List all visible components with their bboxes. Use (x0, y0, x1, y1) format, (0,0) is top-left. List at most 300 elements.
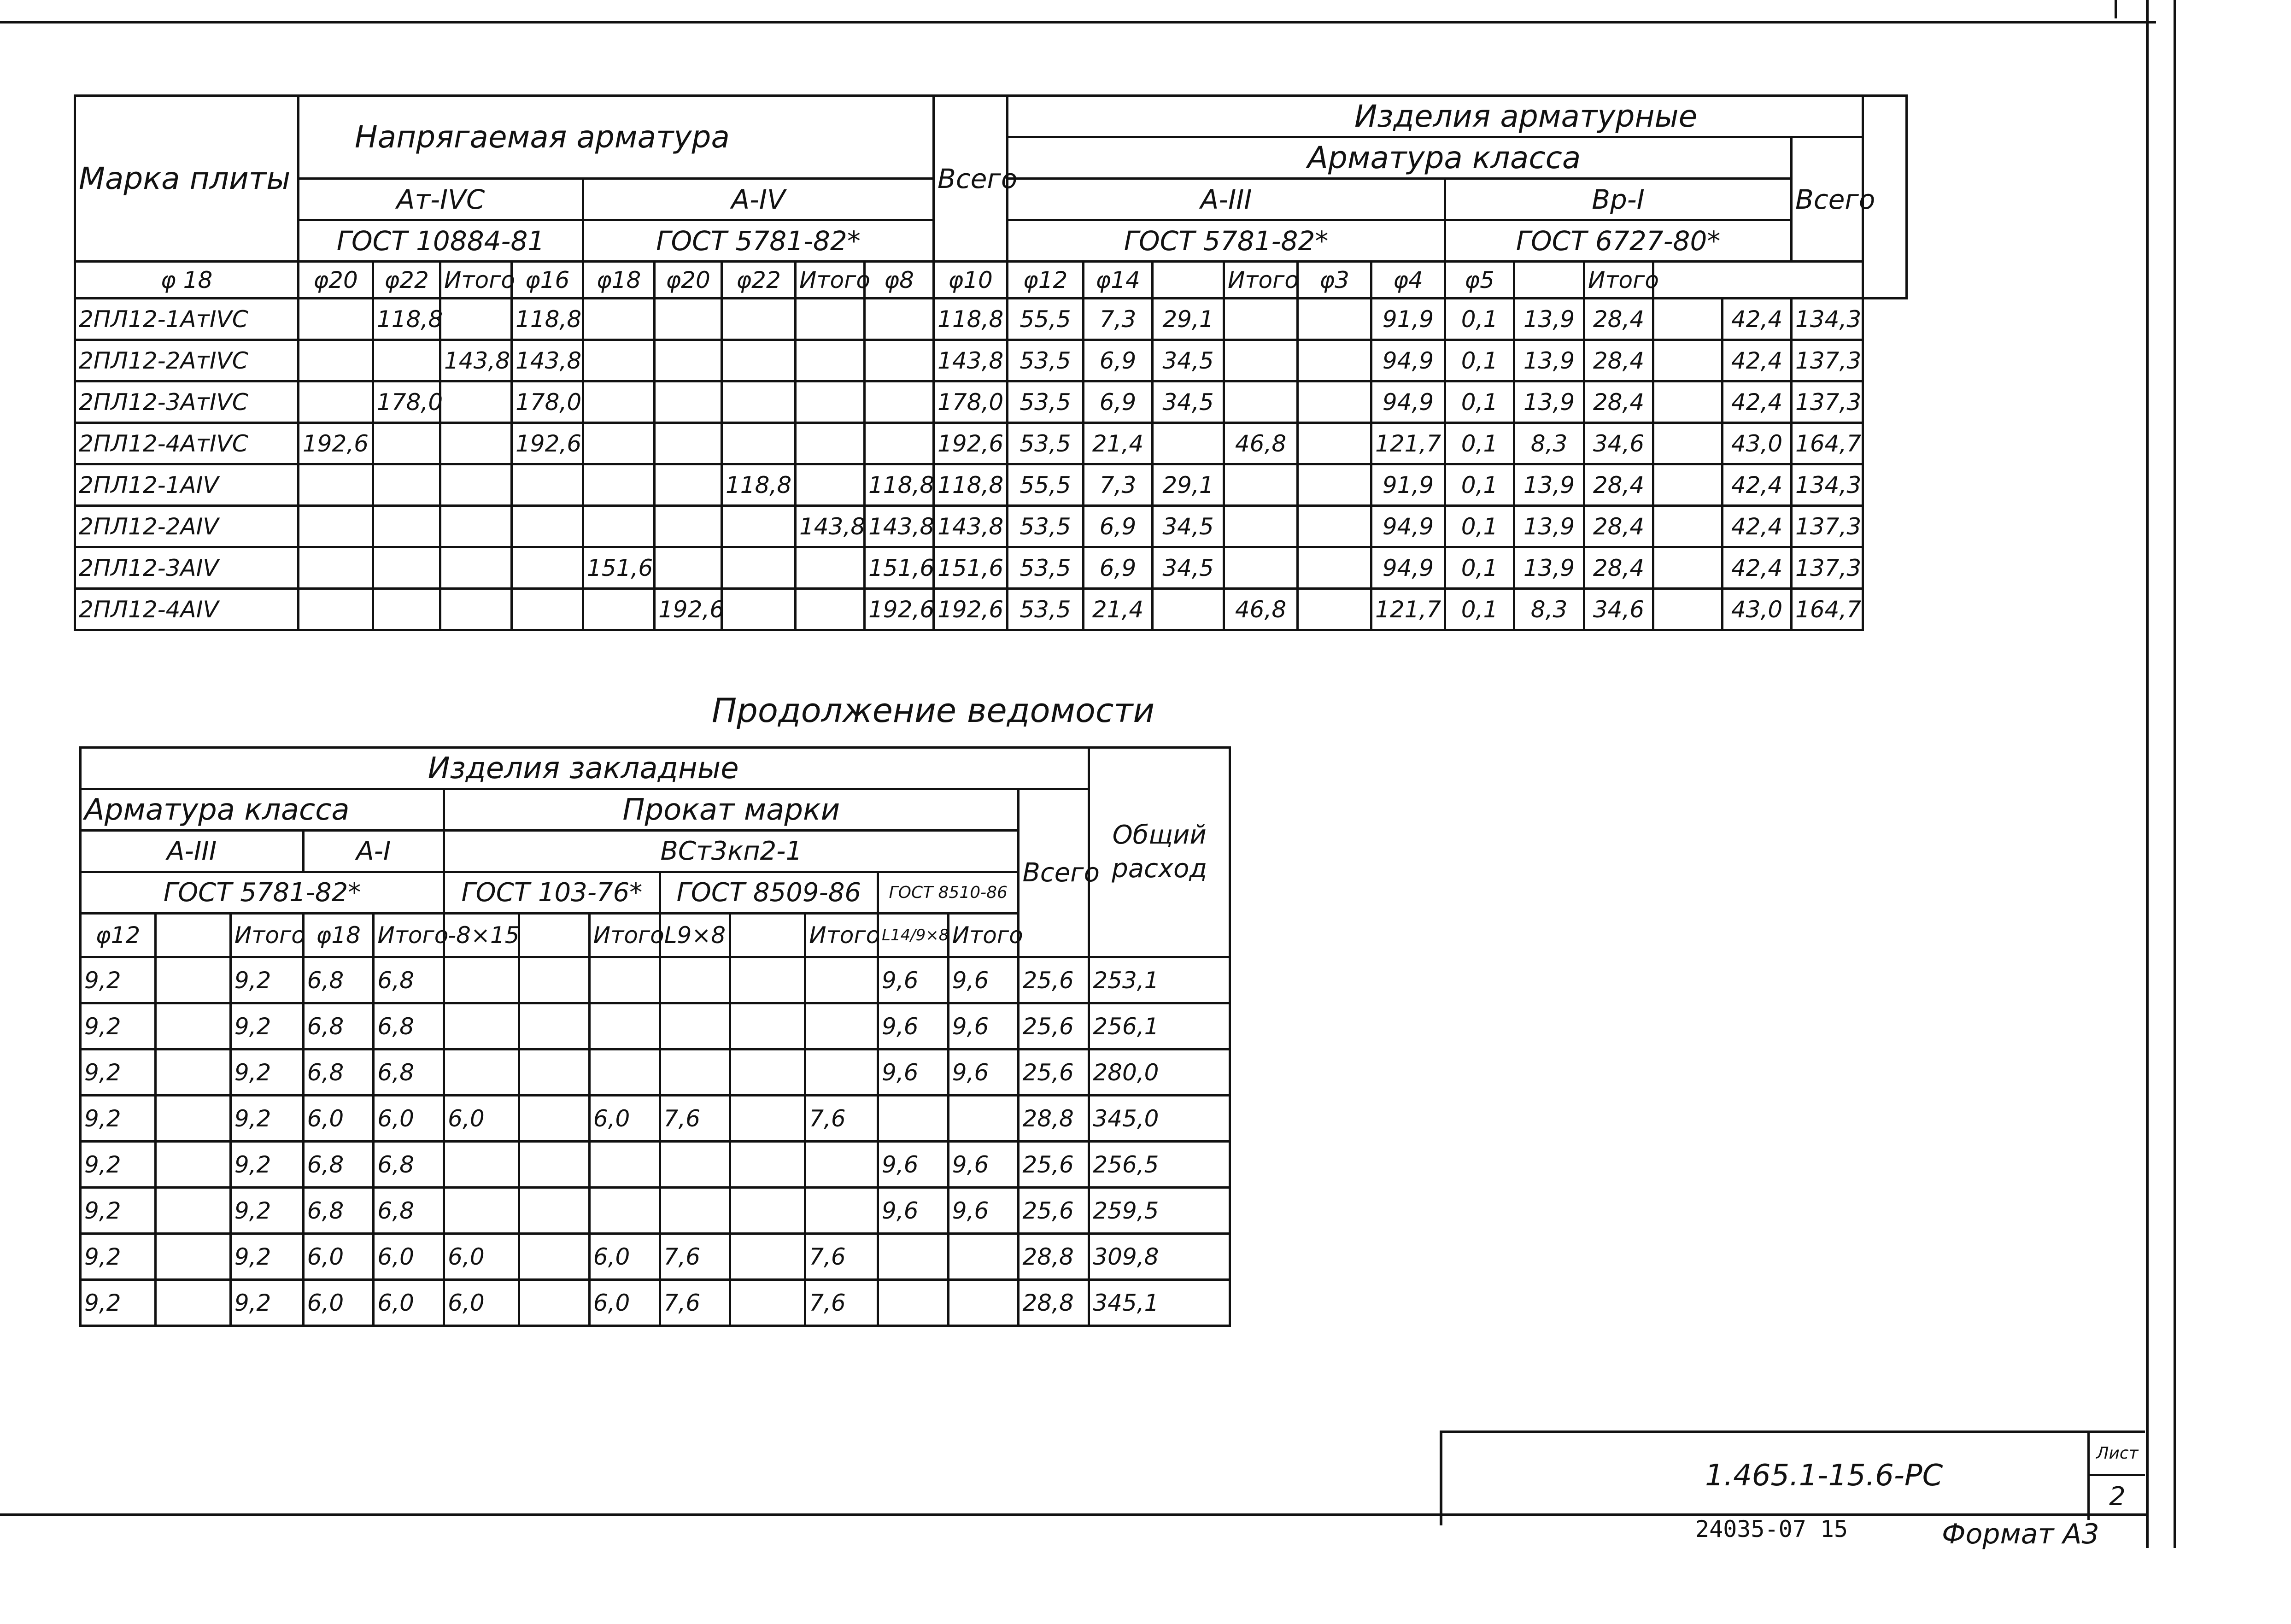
table-cell: 13,9 (1514, 340, 1584, 381)
table-cell: 134,3 (1792, 299, 1863, 340)
column-header: -8×15 (444, 914, 519, 957)
table-cell (1298, 381, 1371, 423)
gost-8510-header: ГОСТ 8510-86 (878, 872, 1019, 914)
table-row (75, 381, 1907, 423)
table-cell: 0,1 (1445, 299, 1514, 340)
reinforcement-table (74, 94, 1908, 631)
column-header: φ16 (512, 262, 583, 299)
a4-class-header: A-IV (583, 179, 934, 220)
table-cell: 178,0 (373, 381, 440, 423)
table-cell: 6,8 (374, 1188, 444, 1234)
table-cell: 42,4 (1723, 299, 1792, 340)
table-cell (878, 1234, 949, 1280)
table-row (81, 1280, 1230, 1326)
vst-header: ВСт3кп2-1 (444, 831, 1019, 872)
table-cell (512, 589, 583, 630)
table-cell: 7,6 (660, 1234, 730, 1280)
table-cell (155, 1049, 230, 1096)
table-cell: 143,8 (440, 340, 512, 381)
table-cell: 7,6 (805, 1096, 878, 1142)
table-cell (583, 423, 655, 464)
table-cell (583, 506, 655, 547)
column-header: Итого (589, 914, 660, 957)
table-cell: 28,4 (1584, 547, 1653, 589)
column-header: φ4 (1371, 262, 1445, 299)
table-cell: 143,8 (934, 506, 1008, 547)
table-cell (519, 1142, 590, 1188)
table-cell (299, 381, 373, 423)
table-cell (722, 423, 796, 464)
table-cell (722, 381, 796, 423)
column-header (730, 914, 805, 957)
sheet-number: 2 (2087, 1474, 2145, 1520)
table-cell: 9,6 (878, 1049, 949, 1096)
table-cell (583, 589, 655, 630)
table-cell (589, 1049, 660, 1096)
table-cell: 55,5 (1008, 299, 1084, 340)
column-header: Итого (948, 914, 1019, 957)
table-cell: 259,5 (1089, 1188, 1230, 1234)
table-cell: 6,8 (303, 1049, 374, 1096)
table-cell: 9,2 (81, 1096, 156, 1142)
column-header: φ18 (583, 262, 655, 299)
izdelia-header: Изделия арматурные (1008, 96, 1863, 137)
table-cell (1224, 340, 1298, 381)
table-cell: 6,8 (303, 957, 374, 1003)
table-cell: 13,9 (1514, 464, 1584, 506)
table-cell: 6,0 (374, 1234, 444, 1280)
table-cell (730, 1280, 805, 1326)
table-cell (299, 547, 373, 589)
table-cell: 28,4 (1584, 340, 1653, 381)
frame-right-outer-line (2174, 0, 2176, 1548)
table-cell: 9,2 (230, 1096, 303, 1142)
table-cell (1298, 423, 1371, 464)
table-cell: 25,6 (1019, 1188, 1089, 1234)
table-cell (865, 423, 934, 464)
table-cell: 118,8 (512, 299, 583, 340)
table-cell (444, 1142, 519, 1188)
table-cell (730, 1142, 805, 1188)
column-header: L14/9×8 (878, 914, 949, 957)
column-header: Итого (796, 262, 865, 299)
continuation-title: Продолжение ведомости (712, 691, 1155, 730)
marka-header: Марка плиты (75, 96, 299, 262)
table-cell: 6,0 (589, 1096, 660, 1142)
table-cell: 0,1 (1445, 589, 1514, 630)
table-cell: 34,6 (1584, 589, 1653, 630)
table-cell (444, 1049, 519, 1096)
table-cell (805, 1003, 878, 1049)
column-header (519, 914, 590, 957)
table-cell: 9,6 (948, 1188, 1019, 1234)
table-cell (155, 1096, 230, 1142)
table-cell (155, 1234, 230, 1280)
table-cell: 46,8 (1224, 589, 1298, 630)
a3-class-header: A-III (1008, 179, 1445, 220)
table-row (75, 299, 1907, 340)
table-cell (373, 464, 440, 506)
table-cell (512, 464, 583, 506)
table-cell: 178,0 (934, 381, 1008, 423)
table-cell: 9,6 (878, 1142, 949, 1188)
table-cell (373, 589, 440, 630)
table-row (81, 1234, 1230, 1280)
table-cell (299, 340, 373, 381)
table-cell: 43,0 (1723, 589, 1792, 630)
column-header (155, 914, 230, 957)
table-row (75, 464, 1907, 506)
table-cell (1653, 589, 1723, 630)
table-cell (440, 423, 512, 464)
table-cell (440, 299, 512, 340)
column-header: Итого (805, 914, 878, 957)
table-cell (865, 299, 934, 340)
table-cell: 7,6 (660, 1280, 730, 1326)
table-cell: 253,1 (1089, 957, 1230, 1003)
table-cell: 6,8 (374, 1049, 444, 1096)
table-cell: 9,2 (81, 1188, 156, 1234)
table-cell: 137,3 (1792, 381, 1863, 423)
table-cell: 28,8 (1019, 1096, 1089, 1142)
table-row (81, 1003, 1230, 1049)
table-cell: 9,2 (81, 1280, 156, 1326)
title-block (1440, 1431, 2145, 1525)
table-cell (373, 423, 440, 464)
table-row (81, 1142, 1230, 1188)
table-cell (1224, 506, 1298, 547)
table-cell: 118,8 (934, 464, 1008, 506)
table-cell (444, 957, 519, 1003)
gost-bp1-header: ГОСТ 6727-80* (1445, 220, 1792, 262)
table-cell: 6,0 (444, 1234, 519, 1280)
table-cell (1653, 423, 1723, 464)
table-cell: 143,8 (934, 340, 1008, 381)
table-cell: 53,5 (1008, 589, 1084, 630)
column-header: φ3 (1298, 262, 1371, 299)
table-cell (1653, 547, 1723, 589)
table-cell (512, 506, 583, 547)
table-cell (155, 1003, 230, 1049)
table-cell (1224, 547, 1298, 589)
table-cell (589, 1003, 660, 1049)
table-cell: 164,7 (1792, 589, 1863, 630)
table-cell (730, 1188, 805, 1234)
table-cell: 13,9 (1514, 299, 1584, 340)
table-cell (440, 464, 512, 506)
table-cell (730, 1049, 805, 1096)
plate-mark: 2ПЛ12-1AIV (75, 464, 299, 506)
table-cell (1653, 299, 1723, 340)
table-cell (373, 340, 440, 381)
table-cell (299, 299, 373, 340)
table-cell: 25,6 (1019, 1049, 1089, 1096)
table-cell (1653, 506, 1723, 547)
column-header: φ10 (934, 262, 1008, 299)
table-cell (155, 1280, 230, 1326)
table-cell: 9,6 (878, 1003, 949, 1049)
table-cell: 9,6 (878, 957, 949, 1003)
column-header (1153, 262, 1224, 299)
table-cell (1298, 464, 1371, 506)
column-header: φ22 (373, 262, 440, 299)
table-cell: 9,2 (81, 1003, 156, 1049)
table-cell: 151,6 (934, 547, 1008, 589)
table-cell: 7,3 (1084, 464, 1153, 506)
embedded-items-table (79, 746, 1231, 1327)
armatura-klassa-header: Арматура класса (1008, 137, 1792, 179)
table-cell: 94,9 (1371, 547, 1445, 589)
table-cell (1298, 340, 1371, 381)
table-cell: 8,3 (1514, 589, 1584, 630)
table-cell: 121,7 (1371, 589, 1445, 630)
gost-at-header: ГОСТ 10884-81 (299, 220, 583, 262)
table-cell (299, 589, 373, 630)
table-cell: 53,5 (1008, 506, 1084, 547)
table-cell (519, 1003, 590, 1049)
table-cell (589, 957, 660, 1003)
table-cell: 9,2 (230, 957, 303, 1003)
table-cell (948, 1234, 1019, 1280)
table-cell (519, 957, 590, 1003)
table-cell: 192,6 (865, 589, 934, 630)
table-cell (655, 464, 722, 506)
table-cell: 164,7 (1792, 423, 1863, 464)
table-cell (660, 1142, 730, 1188)
gost-103-header: ГОСТ 103-76* (444, 872, 660, 914)
table-cell: 9,2 (230, 1142, 303, 1188)
table-row (81, 1096, 1230, 1142)
table-cell: 134,3 (1792, 464, 1863, 506)
archive-number: 24035-07 15 (1695, 1516, 1848, 1542)
table-cell: 28,4 (1584, 299, 1653, 340)
column-header: φ22 (722, 262, 796, 299)
table-cell (805, 1049, 878, 1096)
table-row (75, 547, 1907, 589)
table-cell: 53,5 (1008, 381, 1084, 423)
table-cell: 345,1 (1089, 1280, 1230, 1326)
table-cell: 151,6 (583, 547, 655, 589)
table-cell (1224, 464, 1298, 506)
column-header: Итого (440, 262, 512, 299)
table-cell: 6,0 (589, 1234, 660, 1280)
column-header: Итого (1224, 262, 1298, 299)
table-cell: 9,6 (878, 1188, 949, 1234)
table-cell: 6,0 (444, 1280, 519, 1326)
table-cell: 192,6 (299, 423, 373, 464)
table-cell (1653, 464, 1723, 506)
table-cell: 118,8 (373, 299, 440, 340)
plate-mark: 2ПЛ12-1AтIVC (75, 299, 299, 340)
table-cell (440, 589, 512, 630)
column-headers-row (75, 262, 1907, 299)
plate-mark: 2ПЛ12-3AтIVC (75, 381, 299, 423)
table-cell: 6,9 (1084, 506, 1153, 547)
table-cell: 280,0 (1089, 1049, 1230, 1096)
table-cell: 34,5 (1153, 506, 1224, 547)
table-cell (722, 589, 796, 630)
table-cell: 7,6 (805, 1280, 878, 1326)
table-cell (805, 957, 878, 1003)
table-cell (155, 1188, 230, 1234)
table-cell (730, 1003, 805, 1049)
column-header: L9×8 (660, 914, 730, 957)
table-cell: 6,8 (374, 1142, 444, 1188)
table-cell (444, 1188, 519, 1234)
table-cell: 6,8 (374, 957, 444, 1003)
table-cell (655, 423, 722, 464)
table-cell (796, 381, 865, 423)
table-cell (583, 340, 655, 381)
table-cell (805, 1142, 878, 1188)
table-cell (155, 1142, 230, 1188)
table-cell: 143,8 (796, 506, 865, 547)
table-cell (805, 1188, 878, 1234)
table-cell: 6,0 (374, 1280, 444, 1326)
frame-top-line (0, 21, 2156, 23)
plate-mark: 2ПЛ12-3AIV (75, 547, 299, 589)
a3-2-header: A-III (81, 831, 304, 872)
table-cell: 118,8 (865, 464, 934, 506)
table-cell: 25,6 (1019, 957, 1089, 1003)
table-cell: 9,2 (81, 1049, 156, 1096)
table-cell: 7,3 (1084, 299, 1153, 340)
table-cell: 9,2 (81, 957, 156, 1003)
table-cell: 9,6 (948, 1049, 1019, 1096)
table-cell (589, 1142, 660, 1188)
table-cell (519, 1049, 590, 1096)
table-cell (1153, 589, 1224, 630)
table-cell: 9,6 (948, 1003, 1019, 1049)
table-cell (660, 957, 730, 1003)
table-cell: 6,0 (303, 1280, 374, 1326)
column-header: φ8 (865, 262, 934, 299)
table-cell (519, 1096, 590, 1142)
vsego3-header: Всего (1019, 789, 1089, 957)
column-header: Итого (374, 914, 444, 957)
table-cell: 94,9 (1371, 381, 1445, 423)
column-header: φ5 (1445, 262, 1514, 299)
plate-mark: 2ПЛ12-4AIV (75, 589, 299, 630)
table-cell (660, 1049, 730, 1096)
table-cell: 118,8 (722, 464, 796, 506)
column-header: φ 18 (75, 262, 299, 299)
table-cell: 6,0 (444, 1096, 519, 1142)
plate-mark: 2ПЛ12-2AIV (75, 506, 299, 547)
column-header: φ20 (655, 262, 722, 299)
table-cell: 91,9 (1371, 464, 1445, 506)
table-cell: 28,4 (1584, 464, 1653, 506)
table-cell: 143,8 (865, 506, 934, 547)
table-cell: 29,1 (1153, 299, 1224, 340)
table-cell: 345,0 (1089, 1096, 1230, 1142)
table-cell: 6,8 (303, 1003, 374, 1049)
table-cell (583, 464, 655, 506)
table-cell (1653, 340, 1723, 381)
table-cell (1224, 299, 1298, 340)
gost-8509-header: ГОСТ 8509-86 (660, 872, 878, 914)
table-cell: 28,8 (1019, 1234, 1089, 1280)
table-cell (878, 1280, 949, 1326)
table-cell: 192,6 (655, 589, 722, 630)
table-cell: 0,1 (1445, 506, 1514, 547)
table-cell: 0,1 (1445, 423, 1514, 464)
format-label: Формат A3 (1942, 1518, 2099, 1550)
table-cell: 118,8 (934, 299, 1008, 340)
table-cell: 137,3 (1792, 340, 1863, 381)
table-row (75, 340, 1907, 381)
izdelia-zakl-header: Изделия закладные (81, 748, 1089, 789)
table-cell: 9,2 (81, 1142, 156, 1188)
table-cell: 137,3 (1792, 506, 1863, 547)
vsego-header: Всего (934, 96, 1008, 262)
table-cell (1153, 423, 1224, 464)
table-cell: 256,1 (1089, 1003, 1230, 1049)
table-cell: 42,4 (1723, 381, 1792, 423)
table-row (75, 589, 1907, 630)
a1-header: A-I (303, 831, 444, 872)
table-cell: 13,9 (1514, 506, 1584, 547)
table-cell (796, 299, 865, 340)
table-cell: 28,4 (1584, 506, 1653, 547)
table-cell: 9,2 (230, 1188, 303, 1234)
gost-a3-header: ГОСТ 5781-82* (1008, 220, 1445, 262)
table-cell (583, 381, 655, 423)
table-cell: 0,1 (1445, 340, 1514, 381)
table-cell (1298, 299, 1371, 340)
armatura-klassa2-header: Арматура класса (81, 789, 444, 831)
table-cell: 8,3 (1514, 423, 1584, 464)
table-cell (1298, 589, 1371, 630)
table-cell: 9,2 (230, 1280, 303, 1326)
table-cell: 25,6 (1019, 1142, 1089, 1188)
bp1-class-header: Вр-I (1445, 179, 1792, 220)
table-cell (660, 1003, 730, 1049)
table-cell: 6,0 (374, 1096, 444, 1142)
table-cell (722, 340, 796, 381)
table-cell: 46,8 (1224, 423, 1298, 464)
table-cell (730, 1096, 805, 1142)
table-cell (1653, 381, 1723, 423)
table-cell: 192,6 (934, 589, 1008, 630)
table-cell (796, 589, 865, 630)
table-cell (655, 299, 722, 340)
column-header (1514, 262, 1584, 299)
column-header: φ18 (303, 914, 374, 957)
table-cell: 6,0 (303, 1096, 374, 1142)
table-cell: 6,9 (1084, 547, 1153, 589)
table-cell (1224, 381, 1298, 423)
table-cell (519, 1234, 590, 1280)
table-cell: 42,4 (1723, 464, 1792, 506)
table-cell (878, 1096, 949, 1142)
table-cell: 34,6 (1584, 423, 1653, 464)
table-cell: 256,5 (1089, 1142, 1230, 1188)
table-cell (722, 547, 796, 589)
plate-mark: 2ПЛ12-2AтIVC (75, 340, 299, 381)
table-cell: 55,5 (1008, 464, 1084, 506)
table-cell: 43,0 (1723, 423, 1792, 464)
table-cell (796, 464, 865, 506)
table-row (81, 1049, 1230, 1096)
table-cell: 0,1 (1445, 381, 1514, 423)
table-cell: 53,5 (1008, 340, 1084, 381)
table-cell (440, 547, 512, 589)
table-cell (444, 1003, 519, 1049)
table-cell (440, 381, 512, 423)
table-cell (796, 547, 865, 589)
table-cell (655, 340, 722, 381)
